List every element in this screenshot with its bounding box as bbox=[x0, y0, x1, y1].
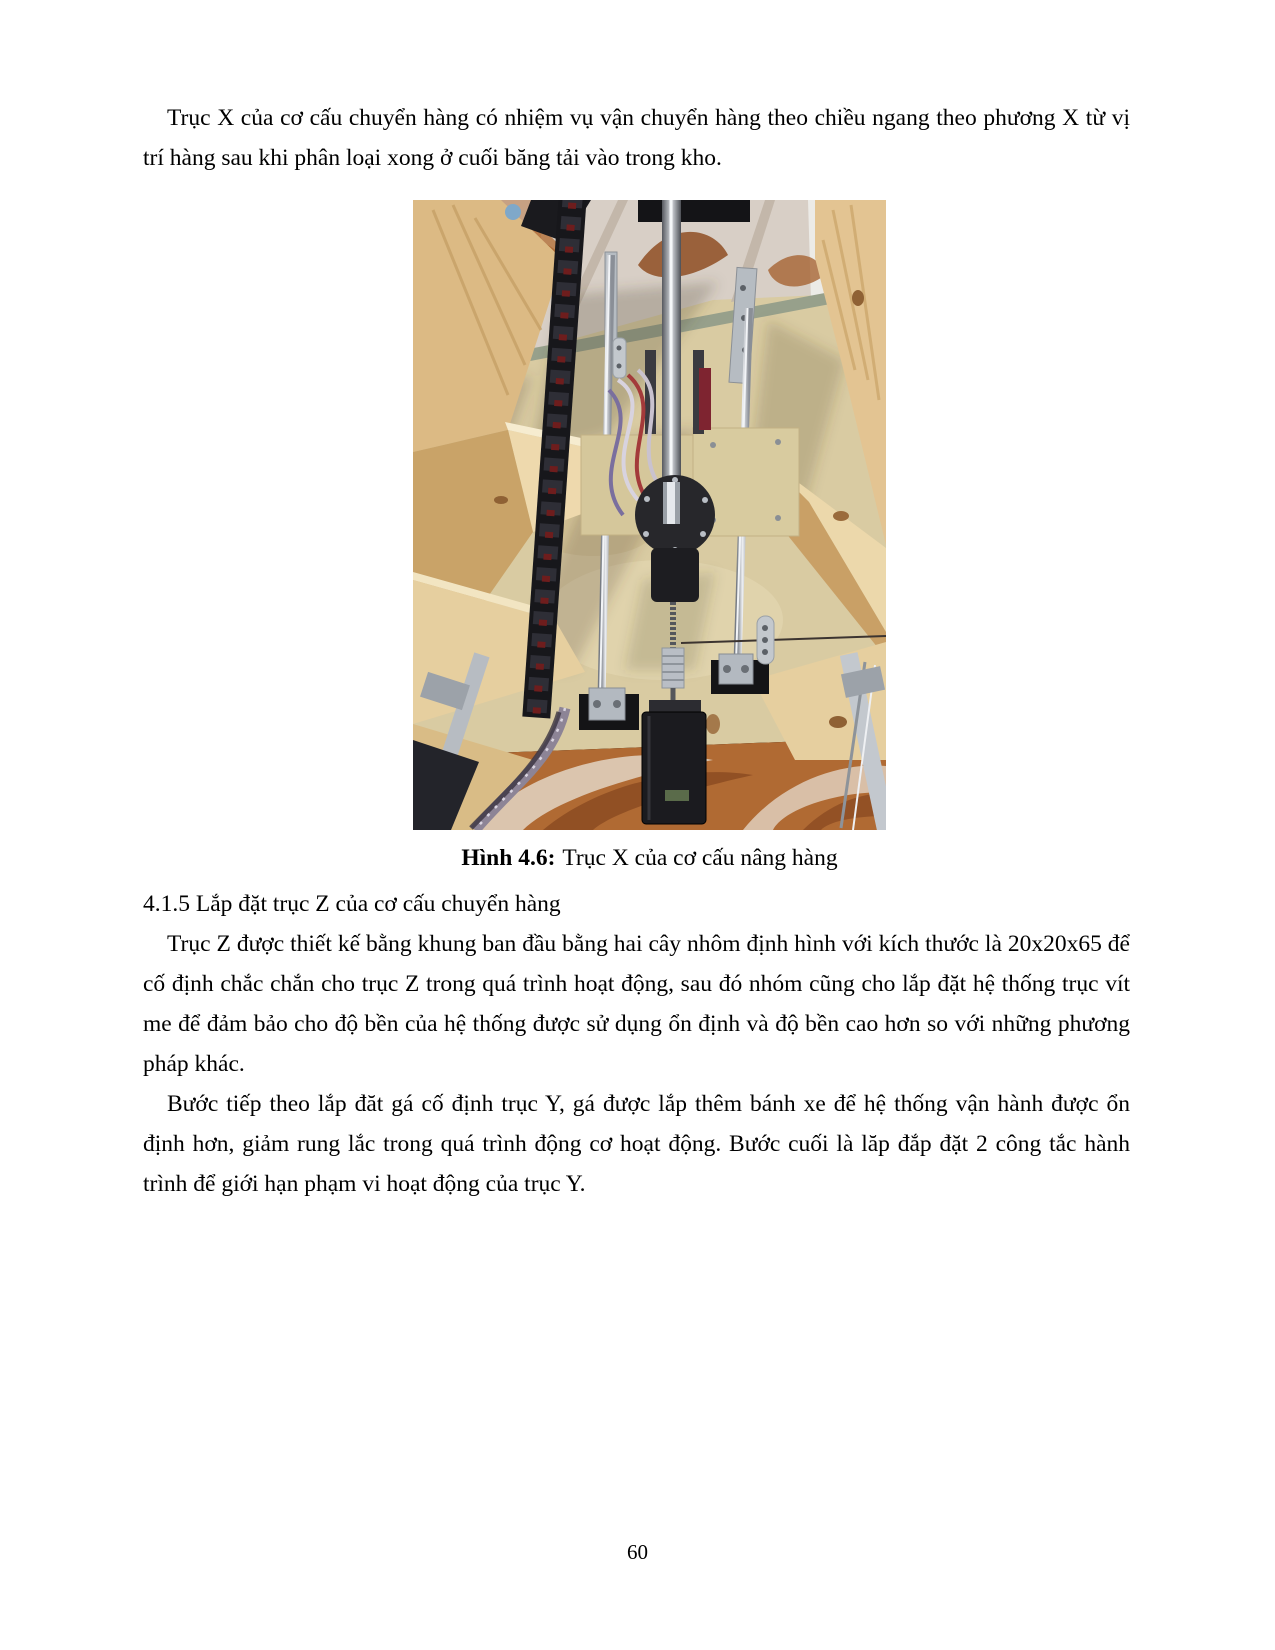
small-bracket bbox=[757, 616, 774, 664]
red-component bbox=[699, 368, 711, 430]
stepper-motor bbox=[642, 700, 706, 824]
figure-caption bbox=[413, 841, 886, 875]
page-number: 60 bbox=[627, 1540, 648, 1564]
figure-caption-text: Trục X của cơ cấu nâng hàng bbox=[562, 845, 838, 871]
section-heading-4-1-5: 4.1.5 Lắp đặt trục Z của cơ cấu chuyển hàng bbox=[143, 891, 561, 917]
paragraph-truc-z: Trục Z được thiết kế bằng khung ban đầu bằng hai cây nhôm định hình với kích thước là 20x20x65 để cố định chắc chắn cho trục Z trong quá trình hoạt động, sau đó nhóm cũng cho lắp đặt hệ thống trục vít me để đảm bảo cho độ bền của hệ thống được sử dụng ổn định và độ bền cao hơn so với những phương pháp khác. bbox=[143, 931, 1130, 1077]
paragraph-truc-y: Bước tiếp theo lắp đăt gá cố định trục Y, gá được lắp thêm bánh xe để hệ thống vận hành được ổn định hơn, giảm rung lắc trong quá trình động cơ hoạt động. Bước cuối là lăp đắp đặt 2 công tắc hành trình để giới hạn phạm vi hoạt động của trục Y. bbox=[143, 1091, 1130, 1197]
paragraph-truc-x: Trục X của cơ cấu chuyển hàng có nhiệm vụ vận chuyển hàng theo chiều ngang theo phương X từ vị trí hàng sau khi phân loại xong ở cuối băng tải vào trong kho. bbox=[143, 105, 1130, 171]
figure-caption-label: Hình 4.6: bbox=[461, 845, 556, 871]
figure-4-6 bbox=[413, 200, 886, 875]
shaft-coupling bbox=[662, 648, 684, 688]
connector bbox=[505, 204, 521, 220]
shaft-support-left bbox=[579, 688, 639, 730]
figure-photo bbox=[413, 200, 886, 830]
top-motor-mount bbox=[638, 200, 750, 222]
screw-nut-housing bbox=[651, 548, 699, 602]
